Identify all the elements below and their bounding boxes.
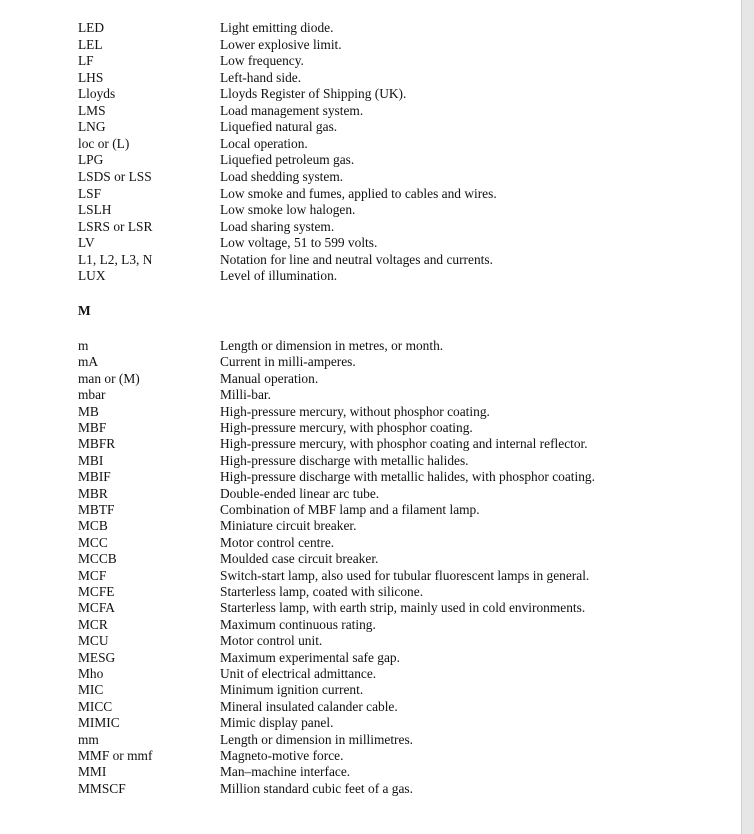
entry-definition: Liquefied natural gas. (220, 119, 338, 135)
entry-abbreviation: MMI (78, 764, 107, 780)
entry-abbreviation: MB (78, 403, 99, 419)
entry-abbreviation: MCU (78, 633, 109, 649)
entry-definition: Length or dimension in metres, or month. (220, 338, 444, 353)
glossary-entry (78, 70, 678, 86)
entry-abbreviation: MIC (78, 682, 104, 698)
glossary-entry (78, 535, 678, 551)
glossary-entry (78, 235, 678, 251)
entry-abbreviation: LUX (78, 268, 106, 284)
entry-definition: Load management system. (220, 102, 364, 118)
entry-definition: Notation for line and neutral voltages and currents. (220, 251, 493, 267)
entry-definition: Mineral insulated calander cable. (220, 698, 398, 714)
entry-abbreviation: LF (78, 53, 94, 69)
glossary-entry (78, 387, 678, 403)
entry-definition: Starterless lamp, with earth strip, mainly used in cold environments. (220, 600, 586, 616)
entry-definition: Low smoke low halogen. (220, 202, 356, 218)
glossary-entry (78, 268, 678, 284)
glossary-entry (78, 732, 678, 748)
glossary-entry (78, 20, 678, 36)
entry-definition: Starterless lamp, coated with silicone. (220, 584, 424, 599)
entry-definition: Minimum ignition current. (220, 682, 364, 698)
entry-definition: Left-hand side. (220, 69, 302, 85)
glossary-entry (78, 371, 678, 387)
entry-definition: Load shedding system. (220, 168, 344, 184)
glossary-entry (78, 136, 678, 152)
glossary-entry (78, 420, 678, 436)
entry-abbreviation: LEL (78, 36, 103, 52)
entry-definition: Manual operation. (220, 370, 319, 386)
glossary-entry (78, 37, 678, 53)
glossary-entry (78, 453, 678, 469)
entry-definition: Double-ended linear arc tube. (220, 485, 380, 501)
entry-abbreviation: MBFR (78, 436, 116, 452)
entry-abbreviation: LSRS or LSR (78, 218, 153, 234)
glossary-entry (78, 617, 678, 633)
entry-definition: High-pressure mercury, without phosphor coating. (220, 403, 490, 419)
entry-definition: Light emitting diode. (220, 20, 334, 35)
glossary-entry (78, 748, 678, 764)
entry-abbreviation: MESG (78, 649, 116, 665)
entry-definition: Maximum experimental safe gap. (220, 649, 400, 665)
entry-definition: Switch-start lamp, also used for tubular fluorescent lamps in general. (220, 567, 590, 583)
entry-abbreviation: m (78, 338, 89, 353)
glossary-entry (78, 202, 678, 218)
entry-definition: Motor control unit. (220, 633, 323, 649)
entry-definition: Unit of electrical admittance. (220, 666, 377, 681)
entry-abbreviation: Lloyds (78, 86, 116, 102)
glossary-entry (78, 584, 678, 600)
glossary-entry (78, 600, 678, 616)
entry-abbreviation: LSLH (78, 202, 112, 218)
entry-abbreviation: MCFE (78, 584, 115, 599)
entry-definition: Low frequency. (220, 53, 304, 69)
entry-abbreviation: MIMIC (78, 715, 120, 731)
entry-definition: Combination of MBF lamp and a filament lamp. (220, 502, 480, 517)
entry-abbreviation: MMF or mmf (78, 748, 153, 763)
entry-definition: High-pressure mercury, with phosphor coating and internal reflector. (220, 436, 588, 452)
entry-abbreviation: MBF (78, 420, 107, 435)
entry-abbreviation: MCF (78, 567, 107, 583)
entry-definition: Low voltage, 51 to 599 volts. (220, 235, 378, 251)
entry-abbreviation: Mho (78, 666, 104, 681)
glossary-entry (78, 86, 678, 102)
entry-abbreviation: LSDS or LSS (78, 168, 152, 184)
glossary-entry (78, 699, 678, 715)
entry-definition: Lower explosive limit. (220, 36, 342, 52)
glossary-entry (78, 404, 678, 420)
entry-definition: Magneto-motive force. (220, 748, 344, 763)
entry-abbreviation: MBR (78, 485, 108, 501)
entry-abbreviation: MMSCF (78, 780, 126, 796)
glossary-entry (78, 715, 678, 731)
glossary-entry (78, 53, 678, 69)
entry-definition: Current in milli-amperes. (220, 354, 356, 370)
entry-definition: High-pressure mercury, with phosphor coating. (220, 420, 473, 435)
entry-definition: Lloyds Register of Shipping (UK). (220, 86, 407, 102)
entry-abbreviation: MCB (78, 518, 108, 534)
entry-definition: Low smoke and fumes, applied to cables and wires. (220, 185, 497, 201)
glossary-entry (78, 354, 678, 370)
glossary-entry (78, 781, 678, 797)
entry-definition: Liquefied petroleum gas. (220, 152, 355, 168)
entry-abbreviation: LHS (78, 69, 104, 85)
entry-abbreviation: MBTF (78, 502, 115, 517)
glossary-entry (78, 436, 678, 452)
entry-abbreviation: L1, L2, L3, N (78, 251, 153, 267)
glossary-entry (78, 666, 678, 682)
entry-definition: Mimic display panel. (220, 715, 334, 731)
entry-abbreviation: MCR (78, 616, 108, 632)
section-heading-m: M (78, 303, 91, 318)
glossary-entry (78, 518, 678, 534)
entry-definition: Miniature circuit breaker. (220, 518, 357, 534)
glossary-entry (78, 152, 678, 168)
glossary-entry (78, 764, 678, 780)
glossary-entry (78, 682, 678, 698)
entry-abbreviation: mA (78, 354, 99, 370)
entry-abbreviation: MCFA (78, 600, 115, 616)
entry-definition: Milli-bar. (220, 387, 271, 403)
entry-abbreviation: LED (78, 20, 105, 35)
glossary-entry (78, 568, 678, 584)
entry-abbreviation: mm (78, 731, 99, 747)
entry-abbreviation: MBIF (78, 469, 111, 485)
entry-definition: Length or dimension in millimetres. (220, 731, 414, 747)
glossary-entry (78, 633, 678, 649)
entry-abbreviation: LMS (78, 102, 106, 118)
glossary-entry (78, 338, 678, 354)
entry-definition: Load sharing system. (220, 218, 335, 234)
glossary-entry (78, 219, 678, 235)
glossary-entry (78, 469, 678, 485)
glossary-entry (78, 502, 678, 518)
entry-definition: Level of illumination. (220, 268, 338, 284)
glossary-entry (78, 551, 678, 567)
entry-abbreviation: LV (78, 235, 95, 251)
entry-definition: High-pressure discharge with metallic halides. (220, 452, 469, 468)
entry-abbreviation: LNG (78, 119, 106, 135)
entry-abbreviation: MBI (78, 452, 104, 468)
entry-definition: Maximum continuous rating. (220, 616, 376, 632)
glossary-entry (78, 119, 678, 135)
vertical-scrollbar[interactable] (741, 0, 754, 834)
entry-abbreviation: MCC (78, 534, 108, 550)
entry-definition: Moulded case circuit breaker. (220, 551, 379, 567)
glossary-entry (78, 650, 678, 666)
glossary-entry (78, 169, 678, 185)
entry-abbreviation: LPG (78, 152, 104, 168)
entry-abbreviation: MCCB (78, 551, 117, 567)
entry-definition: Man–machine interface. (220, 764, 351, 780)
glossary-entry (78, 486, 678, 502)
entry-abbreviation: LSF (78, 185, 102, 201)
entry-abbreviation: loc or (L) (78, 135, 130, 151)
entry-abbreviation: man or (M) (78, 370, 140, 386)
glossary-entry (78, 186, 678, 202)
entry-definition: Local operation. (220, 135, 308, 151)
entry-definition: Million standard cubic feet of a gas. (220, 780, 413, 796)
entry-definition: High-pressure discharge with metallic halides, with phosphor coating. (220, 469, 595, 485)
entry-definition: Motor control centre. (220, 534, 335, 550)
entry-abbreviation: MICC (78, 698, 113, 714)
glossary-entry (78, 252, 678, 268)
glossary-entry (78, 103, 678, 119)
entry-abbreviation: mbar (78, 387, 106, 403)
